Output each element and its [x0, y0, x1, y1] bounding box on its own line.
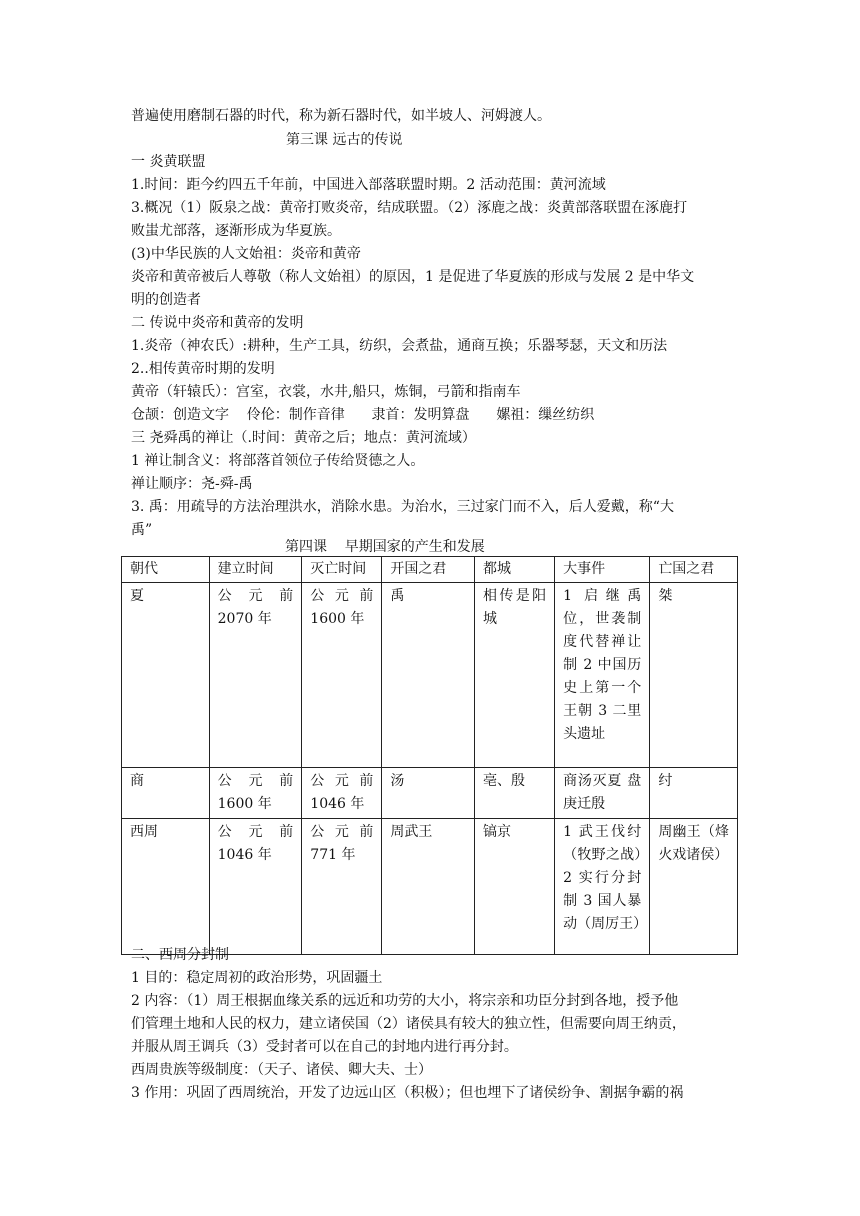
text-line: 并服从周王调兵（3）受封者可以在自己的封地内进行再分封。: [131, 1039, 518, 1055]
dynasty-table: [121, 556, 738, 955]
cell-events: 1 武王伐纣（牧野之战）2 实行分封制 3 国人暴动（周厉王）: [555, 819, 650, 955]
text-line: 明的创造者: [131, 292, 201, 308]
cell-founded: 公元前2070 年: [209, 583, 302, 768]
cell-dynasty: 夏: [122, 583, 210, 768]
intro-line: 普遍使用磨制石器的时代，称为新石器时代，如半坡人、河姆渡人。: [131, 108, 551, 124]
text-line: 败蚩尤部落，逐渐形成为华夏族。: [131, 223, 341, 239]
section-heading: 三 尧舜禹的禅让（.时间：黄帝之后；地点：黄河流域）: [131, 430, 476, 446]
text-line: 1 禅让制含义：将部落首领位子传给贤德之人。: [131, 453, 425, 469]
cell-capital: 镐京: [475, 819, 555, 955]
text-line: 1 目的：稳定周初的政治形势，巩固疆土: [131, 970, 383, 986]
table-row: [122, 583, 738, 768]
cell-last-ruler: 桀: [650, 583, 738, 768]
cell-fallen: 公元前 771 年: [302, 819, 382, 955]
cell-events: 1 启继禹位，世袭制度代替禅让制 2 中国历史上第一个王朝 3 二里头遗址: [555, 583, 650, 768]
cell-events: 商汤灭夏 盘庚迁殷: [555, 768, 650, 819]
cell-founded: 公元前1046 年: [209, 819, 302, 955]
table-row: [122, 768, 738, 819]
text-line: 1.时间：距今约四五千年前，中国进入部落联盟时期。2 活动范围：黄河流域: [131, 177, 606, 193]
text-line: 西周贵族等级制度：（天子、诸侯、卿大夫、士）: [131, 1062, 432, 1078]
text-line: 3.概况（1）阪泉之战：黄帝打败炎帝，结成联盟。（2）涿鹿之战：炎黄部落联盟在涿鹿打: [131, 200, 688, 216]
text-line: 禅让顺序：尧-舜-禹: [131, 476, 253, 492]
text-line: 2..相传黄帝时期的发明: [131, 361, 275, 377]
table-row: [122, 819, 738, 955]
cell-dynasty: 商: [122, 768, 210, 819]
text-line: 3 作用：巩固了西周统治，开发了边远山区（积极）；但也埋下了诸侯纷争、割据争霸的祸: [131, 1085, 684, 1101]
text-line: (3)中华民族的人文始祖：炎帝和黄帝: [131, 246, 361, 262]
text-line: 们管理土地和人民的权力，建立诸侯国（2）诸侯具有较大的独立性，但需要向周王纳贡，: [131, 1016, 686, 1032]
text-line: 炎帝和黄帝被后人尊敬（称人文始祖）的原因，1 是促进了华夏族的形成与发展 2 是中华文: [131, 269, 695, 285]
text-line: 1.炎帝（神农氏）:耕种，生产工具，纺织，会煮盐，通商互换；乐器琴瑟，天文和历法: [131, 338, 668, 354]
section-heading: 二 传说中炎帝和黄帝的发明: [131, 315, 304, 331]
header-fallen: 灭亡时间: [302, 557, 382, 583]
cell-fallen: 公元前1046 年: [302, 768, 382, 819]
cell-dynasty: 西周: [122, 819, 210, 955]
section-heading: 一 炎黄联盟: [131, 154, 206, 170]
cell-last-ruler: 纣: [650, 768, 738, 819]
cell-founder: 禹: [382, 583, 475, 768]
cell-capital: 亳、殷: [475, 768, 555, 819]
text-line: 3. 禹：用疏导的方法治理洪水，消除水患。为治水，三过家门而不入，后人爱戴，称“大: [131, 499, 674, 515]
lesson3-title: 第三课 远古的传说: [286, 132, 403, 148]
header-dynasty: 朝代: [122, 557, 210, 583]
table-header-row: [122, 557, 738, 583]
lesson4-title: 第四课 早期国家的产生和发展: [285, 539, 485, 555]
section-heading: 二、西周分封制: [131, 947, 229, 963]
cell-founder: 汤: [382, 768, 475, 819]
cell-last-ruler: 周幽王（烽火戏诸侯）: [650, 819, 738, 955]
header-last-ruler: 亡国之君: [650, 557, 738, 583]
cell-capital: 相传是阳城: [475, 583, 555, 768]
cell-founder: 周武王: [382, 819, 475, 955]
header-founder: 开国之君: [382, 557, 475, 583]
header-capital: 都城: [475, 557, 555, 583]
header-events: 大事件: [555, 557, 650, 583]
text-line: 禹”: [131, 522, 153, 538]
cell-founded: 公元前1600 年: [209, 768, 302, 819]
text-line: 仓颉：创造文字 伶伦：制作音律 隶首：发明算盘 嫘祖：缫丝纺织: [131, 407, 595, 423]
cell-fallen: 公元前1600 年: [302, 583, 382, 768]
text-line: 2 内容：（1）周王根据血缘关系的远近和功劳的大小，将宗亲和功臣分封到各地，授予他: [131, 993, 679, 1009]
text-line: 黄帝（轩辕氏）：宫室，衣裳，水井,船只，炼铜，弓箭和指南车: [131, 384, 521, 400]
header-founded: 建立时间: [209, 557, 302, 583]
